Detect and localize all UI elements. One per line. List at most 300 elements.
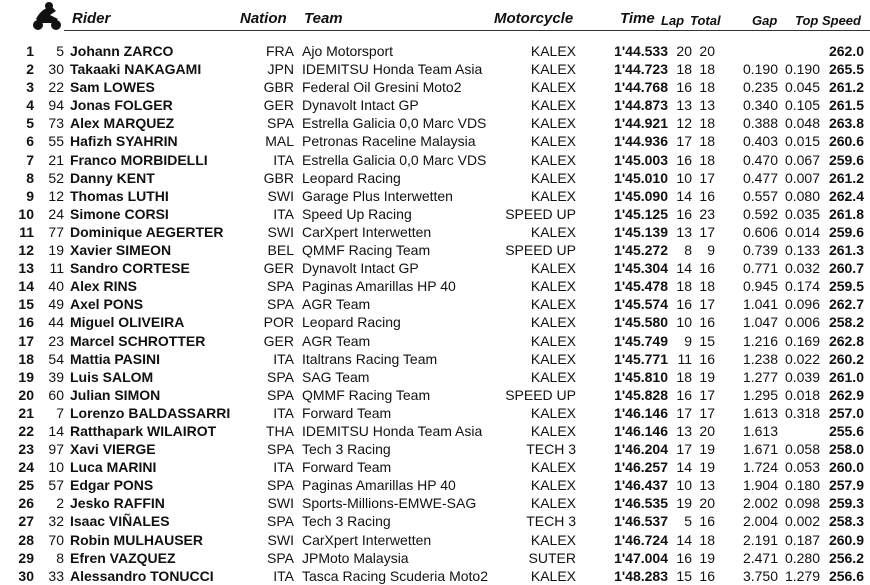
motorcycle: KALEX xyxy=(530,133,576,150)
rider-number: 44 xyxy=(48,314,64,331)
results-table xyxy=(0,42,870,585)
team: Leopard Racing xyxy=(302,169,401,186)
table-row xyxy=(0,458,870,476)
total-laps: 18 xyxy=(699,79,715,96)
best-lap: 16 xyxy=(676,296,692,313)
rider-name: Simone CORSI xyxy=(70,205,169,222)
total-laps: 15 xyxy=(699,332,715,349)
gap-to-leader: 0.235 xyxy=(742,79,778,96)
total-laps: 9 xyxy=(707,242,715,259)
top-speed: 259.6 xyxy=(828,151,864,168)
rider-number: 73 xyxy=(48,115,64,132)
rider-name: Marcel SCHROTTER xyxy=(70,332,206,349)
table-row xyxy=(0,295,870,313)
table-row xyxy=(0,42,870,60)
rider-number: 7 xyxy=(56,404,64,421)
table-row xyxy=(0,96,870,114)
position: 18 xyxy=(18,350,34,367)
best-lap: 20 xyxy=(676,43,692,59)
position: 19 xyxy=(18,368,34,385)
total-laps: 13 xyxy=(699,97,715,114)
rider-name: Thomas LUTHI xyxy=(70,187,169,204)
gap-to-previous: 0.014 xyxy=(784,223,820,240)
top-speed: 261.2 xyxy=(828,169,864,186)
lap-time: 1'45.828 xyxy=(614,386,668,403)
position: 1 xyxy=(26,43,34,59)
rider-name: Takaaki NAKAGAMI xyxy=(70,61,202,78)
gap-to-previous: 0.007 xyxy=(784,169,820,186)
total-laps: 18 xyxy=(699,151,715,168)
nation: BEL xyxy=(267,242,294,259)
lap-time: 1'44.936 xyxy=(614,133,668,150)
best-lap: 13 xyxy=(676,223,692,240)
motorcycle: TECH 3 xyxy=(526,513,576,530)
position: 13 xyxy=(18,260,34,277)
best-lap: 16 xyxy=(676,205,692,222)
gap-to-previous: 0.105 xyxy=(784,97,820,114)
total-laps: 16 xyxy=(699,314,715,331)
motorcycle: KALEX xyxy=(530,187,576,204)
team: SAG Team xyxy=(302,368,370,385)
best-lap: 9 xyxy=(684,332,692,349)
gap-to-leader: 0.557 xyxy=(742,187,778,204)
gap-to-leader: 1.904 xyxy=(742,477,778,494)
total-laps: 16 xyxy=(699,187,715,204)
top-speed: 265.5 xyxy=(828,61,864,78)
team: Tasca Racing Scuderia Moto2 xyxy=(302,567,488,584)
total-laps: 18 xyxy=(699,278,715,295)
total-laps: 20 xyxy=(699,43,715,59)
table-row xyxy=(0,313,870,331)
motorcycle: KALEX xyxy=(530,314,576,331)
team: Paginas Amarillas HP 40 xyxy=(302,477,456,494)
rider-name: Xavier SIMEON xyxy=(70,242,172,259)
nation: FRA xyxy=(266,43,294,59)
team: CarXpert Interwetten xyxy=(302,531,432,548)
lap-time: 1'44.723 xyxy=(614,61,668,78)
rider-name: Ratthapark WILAIROT xyxy=(70,422,217,439)
rider-name: Mattia PASINI xyxy=(70,350,160,367)
nation: JPN xyxy=(267,61,294,78)
position: 9 xyxy=(26,187,34,204)
gap-to-previous: 0.022 xyxy=(784,350,820,367)
top-speed-header: Top Speed xyxy=(795,13,861,28)
gap-to-leader: 1.041 xyxy=(742,296,778,313)
top-speed: 262.0 xyxy=(828,43,864,59)
rider-name: Dominique AEGERTER xyxy=(70,223,224,240)
top-speed: 261.0 xyxy=(828,368,864,385)
table-row xyxy=(0,440,870,458)
nation: ITA xyxy=(273,459,294,476)
motorcycle: SPEED UP xyxy=(505,242,576,259)
motorcycle: KALEX xyxy=(530,368,576,385)
motorcycle: KALEX xyxy=(530,404,576,421)
gap-to-previous: 0.096 xyxy=(784,296,820,313)
best-lap: 17 xyxy=(676,133,692,150)
table-row xyxy=(0,151,870,169)
lap-time: 1'45.304 xyxy=(614,260,668,277)
table-row xyxy=(0,132,870,150)
position: 24 xyxy=(18,459,34,476)
lap-time: 1'44.921 xyxy=(614,115,668,132)
gap-to-leader: 0.739 xyxy=(742,242,778,259)
team: QMMF Racing Team xyxy=(302,242,431,259)
motorcycle: KALEX xyxy=(530,477,576,494)
motorcycle: KALEX xyxy=(530,79,576,96)
rider-name: Isaac VIÑALES xyxy=(70,513,170,530)
team: Petronas Raceline Malaysia xyxy=(302,133,476,150)
total-laps: 18 xyxy=(699,115,715,132)
rider-number: 39 xyxy=(48,368,64,385)
team: Paginas Amarillas HP 40 xyxy=(302,278,456,295)
motorcycle: KALEX xyxy=(530,531,576,548)
best-lap: 14 xyxy=(676,459,692,476)
rider-number: 55 xyxy=(48,133,64,150)
rider-name: Alex RINS xyxy=(70,278,137,295)
table-row xyxy=(0,259,870,277)
nation: SPA xyxy=(267,115,294,132)
total-laps: 20 xyxy=(699,495,715,512)
results-header xyxy=(0,0,870,34)
best-lap: 18 xyxy=(676,278,692,295)
gap-to-previous: 0.045 xyxy=(784,79,820,96)
table-row xyxy=(0,386,870,404)
position: 7 xyxy=(26,151,34,168)
rider-name: Julian SIMON xyxy=(70,386,161,403)
lap-time: 1'46.146 xyxy=(614,422,668,439)
team: Dynavolt Intact GP xyxy=(302,97,419,114)
nation: SPA xyxy=(267,549,294,566)
best-lap: 12 xyxy=(676,115,692,132)
team: Garage Plus Interwetten xyxy=(302,187,453,204)
nation: SPA xyxy=(267,278,294,295)
gap-to-leader: 0.771 xyxy=(742,260,778,277)
table-row xyxy=(0,223,870,241)
position: 11 xyxy=(19,223,34,240)
lap-time: 1'45.125 xyxy=(614,205,668,222)
top-speed: 259.5 xyxy=(828,278,864,295)
position: 26 xyxy=(18,495,34,512)
gap-to-leader: 0.592 xyxy=(742,205,778,222)
team: Sports-Millions-EMWE-SAG xyxy=(302,495,477,512)
rider-number: 12 xyxy=(48,187,64,204)
best-lap: 19 xyxy=(676,495,692,512)
team: Forward Team xyxy=(302,459,392,476)
rider-number: 94 xyxy=(48,97,64,114)
table-row xyxy=(0,241,870,259)
lap-time: 1'45.272 xyxy=(614,242,668,259)
rider-number: 30 xyxy=(48,61,64,78)
top-speed: 260.2 xyxy=(828,350,864,367)
rider-number: 70 xyxy=(48,531,64,548)
lap-time: 1'45.574 xyxy=(614,296,668,313)
top-speed: 260.7 xyxy=(828,260,864,277)
rider-number: 19 xyxy=(48,242,64,259)
gap-to-leader: 2.002 xyxy=(742,495,778,512)
nation: ITA xyxy=(273,567,294,584)
motorcycle: KALEX xyxy=(530,567,576,584)
motorcycle: KALEX xyxy=(530,260,576,277)
position: 15 xyxy=(18,296,34,313)
best-lap: 17 xyxy=(676,404,692,421)
top-speed: 262.7 xyxy=(828,296,864,313)
table-row xyxy=(0,350,870,368)
top-speed: 258.0 xyxy=(828,441,864,458)
nation: SPA xyxy=(267,441,294,458)
rider-name: Jonas FOLGER xyxy=(70,97,173,114)
nation: SWI xyxy=(267,495,294,512)
table-row xyxy=(0,549,870,567)
gap-to-leader: 0.606 xyxy=(742,223,778,240)
total-laps: 23 xyxy=(699,205,715,222)
top-speed: 259.3 xyxy=(828,495,864,512)
gap-to-previous: 0.002 xyxy=(784,513,820,530)
total-laps: 13 xyxy=(699,477,715,494)
gap-to-previous: 0.169 xyxy=(784,332,820,349)
gap-to-previous: 0.180 xyxy=(784,477,820,494)
nation: SPA xyxy=(267,513,294,530)
total-laps: 17 xyxy=(699,404,715,421)
gap-to-previous: 0.039 xyxy=(784,368,820,385)
gap-to-previous: 0.280 xyxy=(784,549,820,566)
rider-number: 97 xyxy=(48,441,64,458)
team: JPMoto Malaysia xyxy=(302,549,409,566)
table-row xyxy=(0,567,870,585)
rider-name: Luca MARINI xyxy=(70,459,157,476)
lap-header: Lap xyxy=(661,13,685,28)
lap-time: 1'44.768 xyxy=(614,79,668,96)
lap-time: 1'45.810 xyxy=(614,368,668,385)
gap-to-leader: 1.277 xyxy=(742,368,778,385)
gap-to-leader: 0.945 xyxy=(742,278,778,295)
nation: SPA xyxy=(267,368,294,385)
rider-name: Alessandro TONUCCI xyxy=(70,567,214,584)
gap-header: Gap xyxy=(752,13,778,28)
best-lap: 17 xyxy=(676,441,692,458)
position: 17 xyxy=(18,332,34,349)
best-lap: 16 xyxy=(676,549,692,566)
rider-number: 24 xyxy=(48,205,64,222)
motorcycle: SUTER xyxy=(528,549,576,566)
gap-to-previous: 0.067 xyxy=(784,151,820,168)
team: Ajo Motorsport xyxy=(302,43,394,59)
nation: SPA xyxy=(267,386,294,403)
team: Federal Oil Gresini Moto2 xyxy=(302,79,462,96)
gap-to-previous: 0.058 xyxy=(784,441,820,458)
gap-to-previous: 0.053 xyxy=(784,459,820,476)
rider-name: Franco MORBIDELLI xyxy=(70,151,208,168)
motorcycle: KALEX xyxy=(530,495,576,512)
best-lap: 15 xyxy=(676,567,692,584)
best-lap: 8 xyxy=(684,242,692,259)
team: QMMF Racing Team xyxy=(302,386,431,403)
nation: SPA xyxy=(267,477,294,494)
top-speed: 262.8 xyxy=(828,332,864,349)
team-header: Team xyxy=(304,10,343,27)
top-speed: 255.6 xyxy=(828,422,864,439)
position: 12 xyxy=(18,242,34,259)
time-header: Time xyxy=(620,10,655,27)
gap-to-leader: 1.613 xyxy=(742,404,778,421)
nation: ITA xyxy=(273,205,294,222)
gap-to-leader: 1.724 xyxy=(742,459,778,476)
rider-number: 8 xyxy=(56,549,64,566)
team: AGR Team xyxy=(302,332,371,349)
nation: POR xyxy=(263,314,294,331)
top-speed: 261.5 xyxy=(828,97,864,114)
motorcycle: KALEX xyxy=(530,459,576,476)
team: Speed Up Racing xyxy=(302,205,412,222)
lap-time: 1'45.771 xyxy=(614,350,668,367)
lap-time: 1'46.724 xyxy=(614,531,668,548)
position: 5 xyxy=(26,115,34,132)
lap-time: 1'45.749 xyxy=(614,332,668,349)
total-header: Total xyxy=(690,13,721,28)
nation: GER xyxy=(263,97,294,114)
table-row xyxy=(0,78,870,96)
gap-to-leader: 2.004 xyxy=(742,513,778,530)
total-laps: 18 xyxy=(699,531,715,548)
position: 28 xyxy=(18,531,34,548)
lap-time: 1'46.537 xyxy=(614,513,668,530)
gap-to-previous: 0.048 xyxy=(784,115,820,132)
rider-name: Axel PONS xyxy=(70,296,144,313)
best-lap: 5 xyxy=(684,513,692,530)
rider-number: 11 xyxy=(49,260,64,277)
best-lap: 16 xyxy=(676,386,692,403)
nation-header: Nation xyxy=(240,10,287,27)
best-lap: 16 xyxy=(676,151,692,168)
best-lap: 13 xyxy=(676,97,692,114)
best-lap: 14 xyxy=(676,260,692,277)
top-speed: 256.2 xyxy=(828,549,864,566)
rider-name: Xavi VIERGE xyxy=(70,441,156,458)
nation: SWI xyxy=(267,223,294,240)
team: Tech 3 Racing xyxy=(302,441,391,458)
position: 20 xyxy=(18,386,34,403)
top-speed: 257.0 xyxy=(828,404,864,421)
nation: GER xyxy=(263,260,294,277)
table-row xyxy=(0,494,870,512)
table-row xyxy=(0,187,870,205)
top-speed: 262.4 xyxy=(828,187,864,204)
table-row xyxy=(0,476,870,494)
rider-number: 32 xyxy=(48,513,64,530)
rider-name: Luis SALOM xyxy=(70,368,154,385)
total-laps: 16 xyxy=(699,513,715,530)
position: 22 xyxy=(18,422,34,439)
rider-number: 49 xyxy=(48,296,64,313)
rider-name: Sandro CORTESE xyxy=(70,260,190,277)
total-laps: 17 xyxy=(699,223,715,240)
motorcycle: KALEX xyxy=(530,169,576,186)
table-row xyxy=(0,205,870,223)
gap-to-leader: 1.238 xyxy=(742,350,778,367)
lap-time: 1'48.283 xyxy=(614,567,668,584)
rider-number: 22 xyxy=(48,79,64,96)
motorcycle: KALEX xyxy=(530,332,576,349)
motorcycle: KALEX xyxy=(530,223,576,240)
motorcycle-header: Motorcycle xyxy=(494,10,574,27)
total-laps: 16 xyxy=(699,567,715,584)
top-speed: 260.6 xyxy=(828,133,864,150)
table-row xyxy=(0,114,870,132)
position: 8 xyxy=(26,169,34,186)
lap-time: 1'46.257 xyxy=(614,459,668,476)
position: 14 xyxy=(18,278,34,295)
rider-header: Rider xyxy=(72,10,111,27)
motorcycle: KALEX xyxy=(530,422,576,439)
top-speed: 262.9 xyxy=(828,386,864,403)
top-speed: 260.0 xyxy=(828,459,864,476)
rider-number: 57 xyxy=(48,477,64,494)
total-laps: 18 xyxy=(699,61,715,78)
gap-to-previous: 0.174 xyxy=(784,278,820,295)
table-row xyxy=(0,404,870,422)
top-speed: 261.3 xyxy=(828,242,864,259)
best-lap: 14 xyxy=(676,187,692,204)
position: 2 xyxy=(26,61,34,78)
motorcycle: KALEX xyxy=(530,350,576,367)
lap-time: 1'46.146 xyxy=(614,404,668,421)
best-lap: 11 xyxy=(677,350,692,367)
gap-to-previous: 0.318 xyxy=(784,404,820,421)
top-speed: 256.6 xyxy=(828,567,864,584)
gap-to-leader: 2.471 xyxy=(742,549,778,566)
position: 3 xyxy=(26,79,34,96)
gap-to-previous: 0.032 xyxy=(784,260,820,277)
team: Estrella Galicia 0,0 Marc VDS xyxy=(302,115,487,132)
rider-number: 10 xyxy=(48,459,64,476)
gap-to-previous: 1.279 xyxy=(784,567,820,584)
lap-time: 1'44.533 xyxy=(614,43,668,59)
top-speed: 261.2 xyxy=(828,79,864,96)
rider-number: 54 xyxy=(48,350,64,367)
nation: ITA xyxy=(273,151,294,168)
motorcycle: KALEX xyxy=(530,151,576,168)
gap-to-leader: 2.191 xyxy=(742,531,778,548)
rider-name: Edgar PONS xyxy=(70,477,154,494)
rider-name: Lorenzo BALDASSARRI xyxy=(70,404,231,421)
nation: MAL xyxy=(265,133,294,150)
best-lap: 16 xyxy=(676,79,692,96)
gap-to-leader: 1.613 xyxy=(742,422,778,439)
rider-number: 5 xyxy=(56,43,64,59)
total-laps: 18 xyxy=(699,133,715,150)
total-laps: 19 xyxy=(699,459,715,476)
lap-time: 1'44.873 xyxy=(614,97,668,114)
table-row xyxy=(0,60,870,78)
total-laps: 17 xyxy=(699,296,715,313)
nation: ITA xyxy=(273,404,294,421)
motorcycle: KALEX xyxy=(530,97,576,114)
nation: GBR xyxy=(263,79,294,96)
gap-to-previous: 0.098 xyxy=(784,495,820,512)
lap-time: 1'45.003 xyxy=(614,151,668,168)
best-lap: 13 xyxy=(676,422,692,439)
rider-name: Hafizh SYAHRIN xyxy=(70,133,178,150)
top-speed: 258.3 xyxy=(828,513,864,530)
team: Tech 3 Racing xyxy=(302,513,391,530)
rider-number: 21 xyxy=(48,151,64,168)
best-lap: 18 xyxy=(676,61,692,78)
rider-name: Alex MARQUEZ xyxy=(70,115,175,132)
position: 10 xyxy=(18,205,34,222)
rider-name: Johann ZARCO xyxy=(70,43,174,59)
table-row xyxy=(0,512,870,530)
gap-to-previous: 0.015 xyxy=(784,133,820,150)
gap-to-leader: 1.295 xyxy=(742,386,778,403)
